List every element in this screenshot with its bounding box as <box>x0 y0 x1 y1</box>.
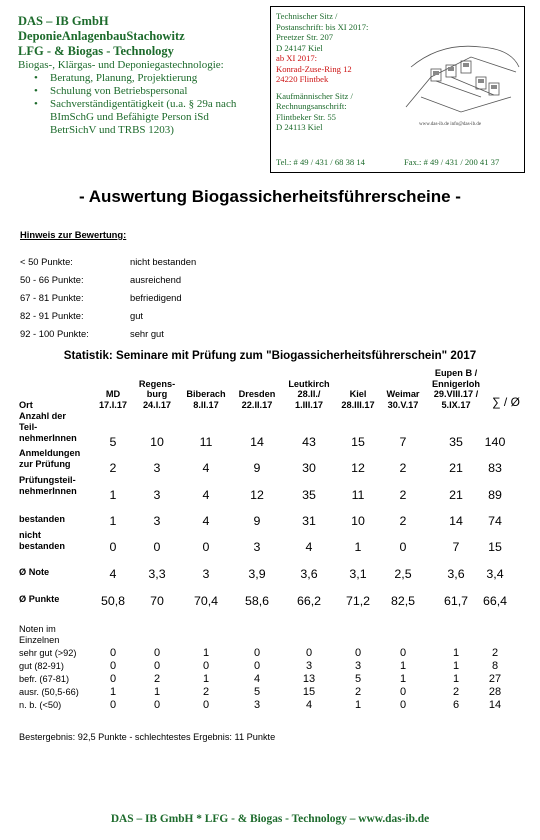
table-cell: 0 <box>202 540 210 554</box>
score-range: 82 - 91 Punkte: <box>20 310 84 321</box>
table-cell: 70 <box>150 594 164 608</box>
grade-cell: 0 <box>253 660 261 672</box>
table-cell: 35 <box>449 435 463 449</box>
footer: DAS – IB GmbH * LFG - & Biogas - Technology – www.das-ib.de <box>110 813 430 825</box>
company-info <box>18 14 266 137</box>
grade-cell: 2 <box>202 686 210 698</box>
location-label: Ort <box>19 400 33 410</box>
table-cell: 9 <box>253 461 261 475</box>
grade-label: nicht bestanden <box>130 256 197 267</box>
grade-cell: 1 <box>109 686 117 698</box>
phone-number: Tel.: # 49 / 431 / 68 38 14 <box>276 156 365 167</box>
grade-cell: 0 <box>354 647 362 659</box>
table-cell: 12 <box>250 488 264 502</box>
grade-cell: 0 <box>202 660 210 672</box>
table-cell: 4 <box>109 567 117 581</box>
grade-row-label: n. b. (<50) <box>19 700 62 710</box>
table-cell: 2 <box>399 514 407 528</box>
table-cell: 9 <box>253 514 261 528</box>
table-cell: 12 <box>351 461 365 475</box>
grade-label: ausreichend <box>130 274 182 285</box>
column-header: Regens- burg 24.I.17 <box>138 378 176 410</box>
address-line: Konrad-Zuse-Ring 12 <box>276 63 352 74</box>
address-line: Preetzer Str. 207 <box>276 32 334 42</box>
grade-cell: 3 <box>305 660 313 672</box>
total-cell: 15 <box>488 540 502 554</box>
table-cell: 82,5 <box>390 594 416 608</box>
grading-scale-row <box>20 310 144 321</box>
column-header: MD 17.I.17 <box>98 389 128 410</box>
stats-title: Statistik: Seminare mit Prüfung zum "Biogassicherheitsführerschein" 2017 <box>63 349 477 362</box>
row-label: Ø Punkte <box>19 594 60 604</box>
total-cell: 140 <box>484 435 506 449</box>
grade-cell: 4 <box>253 673 261 685</box>
table-cell: 35 <box>302 488 316 502</box>
service-item: • Schulung von Betriebspersonal <box>50 85 266 98</box>
grade-label: gut <box>130 310 144 321</box>
sum-column-header: ∑ / Ø <box>492 395 520 409</box>
grade-label: befriedigend <box>130 292 182 303</box>
table-cell: 3,1 <box>349 567 367 581</box>
grade-row-label: sehr gut (>92) <box>19 648 77 658</box>
row-label: Ø Note <box>19 567 50 577</box>
grade-cell: 1 <box>202 647 210 659</box>
grade-cell: 1 <box>153 686 161 698</box>
company-name-line-2: DeponieAnlagenbauStachowitz <box>18 29 185 43</box>
address-line: Technischer Sitz / <box>276 11 338 21</box>
hint-title: Hinweis zur Bewertung: <box>20 229 127 240</box>
table-cell: 50,8 <box>100 594 126 608</box>
grading-scale-row <box>20 274 182 285</box>
grade-total-cell: 2 <box>491 647 499 659</box>
grade-cell: 1 <box>399 660 407 672</box>
total-cell: 83 <box>488 461 502 475</box>
page-title: - Auswertung Biogassicherheitsführerscheine - <box>79 187 461 206</box>
table-cell: 3,3 <box>148 567 166 581</box>
row-label: Anzahl der Teil- nehmerInnen <box>19 411 77 443</box>
table-cell: 3 <box>153 488 161 502</box>
company-services-list <box>18 72 266 137</box>
grade-cell: 4 <box>305 699 313 711</box>
fax-number: Fax.: # 49 / 431 / 200 41 37 <box>404 156 500 167</box>
grade-cell: 2 <box>354 686 362 698</box>
grade-cell: 0 <box>399 699 407 711</box>
table-cell: 4 <box>202 514 210 528</box>
table-cell: 7 <box>452 540 460 554</box>
grade-cell: 2 <box>153 673 161 685</box>
table-cell: 14 <box>449 514 463 528</box>
score-range: 50 - 66 Punkte: <box>20 274 84 285</box>
total-cell: 66,4 <box>482 594 508 608</box>
grade-cell: 0 <box>109 673 117 685</box>
total-cell: 3,4 <box>486 567 504 581</box>
grade-total-cell: 27 <box>488 673 502 685</box>
grade-cell: 1 <box>452 660 460 672</box>
grade-cell: 15 <box>302 686 316 698</box>
table-cell: 2,5 <box>394 567 412 581</box>
table-cell: 1 <box>354 540 362 554</box>
company-name-line-1: DAS – IB GmbH <box>18 14 109 28</box>
grade-breakdown-label: Noten im Einzelnen <box>19 624 60 645</box>
grade-cell: 1 <box>452 673 460 685</box>
table-cell: 31 <box>302 514 316 528</box>
table-cell: 5 <box>109 435 117 449</box>
row-label: nicht bestanden <box>19 530 65 551</box>
column-header: Dresden 22.II.17 <box>238 389 276 410</box>
service-item-line: BetrSichV und TRBS 1203) <box>50 124 174 136</box>
grade-row-label: gut (82-91) <box>19 661 64 671</box>
address-line: ab XI 2017: <box>276 53 318 63</box>
table-cell: 2 <box>399 488 407 502</box>
column-header: Kiel 28.III.17 <box>341 389 375 410</box>
column-header: Leutkirch 28.II./ 1.III.17 <box>288 378 330 410</box>
grade-cell: 0 <box>153 699 161 711</box>
grading-scale-row <box>20 256 197 267</box>
biogas-plant-illustration <box>401 37 521 115</box>
grade-total-cell: 28 <box>488 686 502 698</box>
table-cell: 11 <box>351 488 365 502</box>
grade-cell: 0 <box>153 647 161 659</box>
best-result: Bestergebnis: 92,5 Punkte - schlechtestes Ergebnis: 11 Punkte <box>19 732 276 742</box>
grade-cell: 0 <box>253 647 261 659</box>
grading-scale-row <box>20 292 182 303</box>
table-cell: 4 <box>305 540 313 554</box>
address-box <box>270 6 525 173</box>
grade-cell: 0 <box>153 660 161 672</box>
column-header: Eupen B / Ennigerloh 29.VIII.17 / 5.IX.17 <box>432 368 480 410</box>
column-header: Biberach 8.II.17 <box>186 389 226 410</box>
grade-cell: 0 <box>109 699 117 711</box>
phone-fax-row <box>276 157 521 168</box>
grade-cell: 2 <box>452 686 460 698</box>
score-range: 92 - 100 Punkte: <box>20 328 89 339</box>
table-cell: 15 <box>351 435 365 449</box>
address-line: Kaufmännischer Sitz / <box>276 90 353 101</box>
table-cell: 0 <box>153 540 161 554</box>
table-cell: 2 <box>109 461 117 475</box>
address-line: Postanschrift: bis XI 2017: <box>276 21 369 32</box>
table-cell: 7 <box>399 435 407 449</box>
grade-row-label: befr. (67-81) <box>19 674 70 684</box>
column-header: Weimar 30.V.17 <box>386 389 420 410</box>
score-range: 67 - 81 Punkte: <box>20 292 84 303</box>
grade-cell: 5 <box>354 673 362 685</box>
grade-cell: 3 <box>354 660 362 672</box>
address-line: Rechnungsanschrift: <box>276 101 347 111</box>
table-cell: 1 <box>109 514 117 528</box>
table-cell: 3,6 <box>447 567 465 581</box>
grade-cell: 3 <box>253 699 261 711</box>
table-cell: 43 <box>302 435 316 449</box>
grade-cell: 5 <box>253 686 261 698</box>
grade-cell: 0 <box>399 647 407 659</box>
table-cell: 10 <box>351 514 365 528</box>
address-line: D 24147 Kiel <box>276 42 323 53</box>
row-label: Prüfungsteil- nehmerInnen <box>19 475 77 496</box>
table-cell: 4 <box>202 488 210 502</box>
grade-cell: 0 <box>202 699 210 711</box>
grading-scale-row <box>20 328 164 339</box>
address-line: Flintbeker Str. 55 <box>276 111 336 122</box>
service-item <box>50 98 266 137</box>
website-small: www.das-ib.de info@das-ib.de <box>419 122 482 127</box>
total-cell: 89 <box>488 488 502 502</box>
service-item: • Beratung, Planung, Projektierung <box>50 72 266 85</box>
table-cell: 3,6 <box>300 567 318 581</box>
grade-cell: 1 <box>452 647 460 659</box>
grade-label: sehr gut <box>130 328 164 339</box>
table-cell: 4 <box>202 461 210 475</box>
table-cell: 3 <box>202 567 210 581</box>
table-cell: 1 <box>109 488 117 502</box>
company-subtitle: Biogas-, Klärgas- und Deponiegastechnologie: <box>18 59 224 71</box>
total-cell: 74 <box>488 514 502 528</box>
grade-total-cell: 8 <box>491 660 499 672</box>
table-cell: 21 <box>449 461 463 475</box>
table-cell: 10 <box>150 435 164 449</box>
table-cell: 21 <box>449 488 463 502</box>
address-line: D 24113 Kiel <box>276 122 323 132</box>
company-name-line-3: LFG - & Biogas - Technology <box>18 44 174 58</box>
table-cell: 3 <box>153 461 161 475</box>
table-cell: 0 <box>399 540 407 554</box>
grade-cell: 0 <box>305 647 313 659</box>
table-cell: 0 <box>109 540 117 554</box>
table-cell: 70,4 <box>193 594 219 608</box>
grade-cell: 6 <box>452 699 460 711</box>
grade-cell: 1 <box>399 673 407 685</box>
address-line: 24220 Flintbek <box>276 74 329 84</box>
grade-cell: 0 <box>109 660 117 672</box>
table-cell: 30 <box>302 461 316 475</box>
row-label: bestanden <box>19 514 65 524</box>
table-cell: 61,7 <box>443 594 469 608</box>
table-cell: 14 <box>250 435 264 449</box>
grade-cell: 1 <box>202 673 210 685</box>
grade-total-cell: 14 <box>488 699 502 711</box>
grade-cell: 0 <box>109 647 117 659</box>
table-cell: 2 <box>399 461 407 475</box>
table-cell: 66,2 <box>296 594 322 608</box>
grade-row-label: ausr. (50,5-66) <box>19 687 79 697</box>
table-cell: 71,2 <box>345 594 371 608</box>
grade-cell: 13 <box>302 673 316 685</box>
table-cell: 58,6 <box>244 594 270 608</box>
table-cell: 3 <box>253 540 261 554</box>
table-cell: 3,9 <box>248 567 266 581</box>
score-range: < 50 Punkte: <box>20 256 73 267</box>
service-item-line: BImSchG und Befähigte Person iSd <box>50 111 209 123</box>
grade-cell: 1 <box>354 699 362 711</box>
row-label: Anmeldungen zur Prüfung <box>19 448 81 469</box>
table-cell: 11 <box>199 435 213 449</box>
service-item-line: • Sachverständigentätigkeit (u.a. § 29a nach <box>50 98 237 110</box>
grade-cell: 0 <box>399 686 407 698</box>
table-cell: 3 <box>153 514 161 528</box>
